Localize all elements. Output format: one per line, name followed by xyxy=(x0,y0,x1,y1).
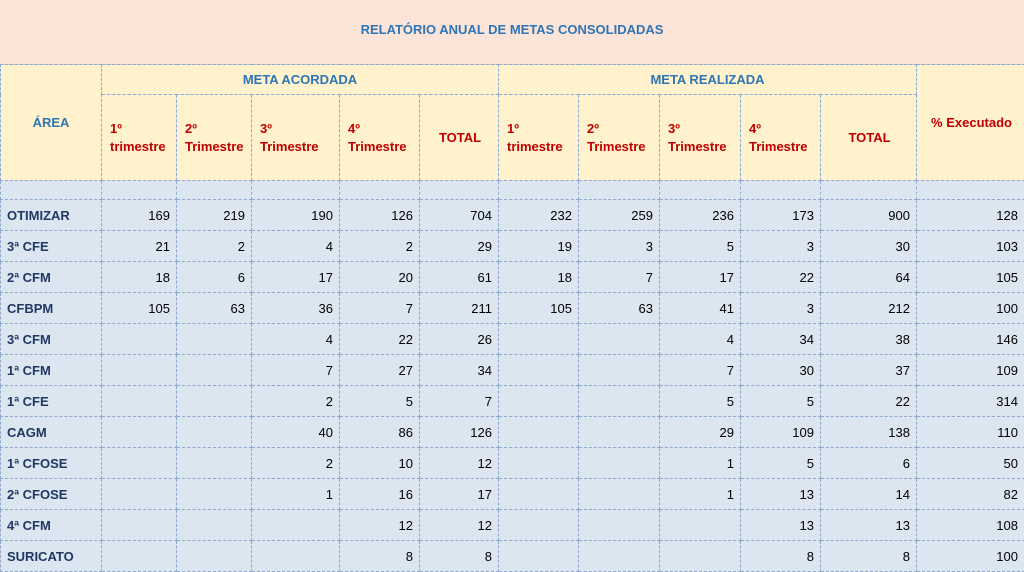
value-cell: 109 xyxy=(741,417,821,448)
value-cell: 8 xyxy=(420,541,499,572)
value-cell xyxy=(102,386,177,417)
value-cell: 5 xyxy=(660,231,741,262)
value-cell: 17 xyxy=(252,262,340,293)
value-cell: 12 xyxy=(420,510,499,541)
value-cell: 173 xyxy=(741,200,821,231)
value-cell: 126 xyxy=(340,200,420,231)
area-cell: 1ª CFM xyxy=(1,355,102,386)
q2-realizada-header: 2º Trimestre xyxy=(579,95,660,181)
value-cell: 14 xyxy=(821,479,917,510)
value-cell xyxy=(177,324,252,355)
value-cell: 86 xyxy=(340,417,420,448)
value-cell xyxy=(177,510,252,541)
area-cell: OTIMIZAR xyxy=(1,200,102,231)
value-cell: 6 xyxy=(177,262,252,293)
value-cell xyxy=(499,386,579,417)
value-cell: 13 xyxy=(821,510,917,541)
q4-acordada-header: 4º Trimestre xyxy=(340,95,420,181)
group-header-row xyxy=(1,65,1024,95)
value-cell: 212 xyxy=(821,293,917,324)
table-row xyxy=(1,417,1024,448)
area-cell: 3ª CFE xyxy=(1,231,102,262)
value-cell xyxy=(579,541,660,572)
title-band xyxy=(0,0,1024,65)
value-cell: 109 xyxy=(917,355,1024,386)
q1-realizada-header: 1º trimestre xyxy=(499,95,579,181)
value-cell: 27 xyxy=(340,355,420,386)
goals-table xyxy=(0,64,1024,572)
value-cell: 126 xyxy=(420,417,499,448)
q3-realizada-header: 3º Trimestre xyxy=(660,95,741,181)
value-cell: 41 xyxy=(660,293,741,324)
value-cell xyxy=(660,541,741,572)
value-cell: 105 xyxy=(499,293,579,324)
table-row xyxy=(1,293,1024,324)
value-cell: 4 xyxy=(660,324,741,355)
value-cell: 13 xyxy=(741,510,821,541)
value-cell: 10 xyxy=(340,448,420,479)
value-cell: 5 xyxy=(741,386,821,417)
value-cell: 146 xyxy=(917,324,1024,355)
value-cell: 1 xyxy=(660,479,741,510)
table-row xyxy=(1,262,1024,293)
q4-realizada-header: 4º Trimestre xyxy=(741,95,821,181)
table-row xyxy=(1,510,1024,541)
value-cell xyxy=(499,541,579,572)
value-cell: 8 xyxy=(821,541,917,572)
value-cell: 22 xyxy=(340,324,420,355)
value-cell: 7 xyxy=(579,262,660,293)
pct-executado-header: % Executado xyxy=(917,65,1024,181)
value-cell: 8 xyxy=(340,541,420,572)
value-cell: 4 xyxy=(252,231,340,262)
value-cell: 38 xyxy=(821,324,917,355)
value-cell: 30 xyxy=(821,231,917,262)
value-cell xyxy=(499,510,579,541)
value-cell: 2 xyxy=(177,231,252,262)
value-cell: 17 xyxy=(660,262,741,293)
area-cell: 1ª CFE xyxy=(1,386,102,417)
value-cell xyxy=(579,448,660,479)
value-cell xyxy=(579,386,660,417)
value-cell xyxy=(102,448,177,479)
value-cell: 169 xyxy=(102,200,177,231)
value-cell: 64 xyxy=(821,262,917,293)
value-cell: 18 xyxy=(102,262,177,293)
value-cell: 61 xyxy=(420,262,499,293)
value-cell: 19 xyxy=(499,231,579,262)
value-cell xyxy=(660,510,741,541)
value-cell xyxy=(499,355,579,386)
meta-realizada-header: META REALIZADA xyxy=(499,65,917,95)
value-cell xyxy=(102,510,177,541)
value-cell: 3 xyxy=(579,231,660,262)
area-cell: CFBPM xyxy=(1,293,102,324)
value-cell: 36 xyxy=(252,293,340,324)
value-cell: 704 xyxy=(420,200,499,231)
value-cell: 5 xyxy=(340,386,420,417)
value-cell xyxy=(579,510,660,541)
value-cell: 63 xyxy=(177,293,252,324)
total-acordada-header: TOTAL xyxy=(420,95,499,181)
value-cell: 40 xyxy=(252,417,340,448)
report-title: RELATÓRIO ANUAL DE METAS CONSOLIDADAS xyxy=(0,22,1024,37)
value-cell: 18 xyxy=(499,262,579,293)
value-cell: 63 xyxy=(579,293,660,324)
value-cell: 314 xyxy=(917,386,1024,417)
area-cell: CAGM xyxy=(1,417,102,448)
value-cell: 2 xyxy=(252,386,340,417)
table-row xyxy=(1,231,1024,262)
value-cell: 3 xyxy=(741,293,821,324)
value-cell: 232 xyxy=(499,200,579,231)
value-cell: 1 xyxy=(660,448,741,479)
value-cell: 16 xyxy=(340,479,420,510)
value-cell: 110 xyxy=(917,417,1024,448)
value-cell xyxy=(102,324,177,355)
value-cell: 7 xyxy=(420,386,499,417)
value-cell xyxy=(499,479,579,510)
value-cell xyxy=(579,417,660,448)
value-cell xyxy=(252,541,340,572)
value-cell: 50 xyxy=(917,448,1024,479)
value-cell xyxy=(177,417,252,448)
value-cell: 211 xyxy=(420,293,499,324)
value-cell xyxy=(579,479,660,510)
value-cell: 236 xyxy=(660,200,741,231)
value-cell xyxy=(102,417,177,448)
value-cell xyxy=(102,541,177,572)
area-cell: 2ª CFOSE xyxy=(1,479,102,510)
value-cell: 22 xyxy=(821,386,917,417)
value-cell: 26 xyxy=(420,324,499,355)
value-cell: 21 xyxy=(102,231,177,262)
value-cell xyxy=(177,386,252,417)
value-cell: 22 xyxy=(741,262,821,293)
value-cell: 34 xyxy=(420,355,499,386)
table-row xyxy=(1,355,1024,386)
value-cell xyxy=(177,355,252,386)
q3-acordada-header: 3º Trimestre xyxy=(252,95,340,181)
value-cell: 2 xyxy=(252,448,340,479)
value-cell xyxy=(499,448,579,479)
area-cell: 1ª CFOSE xyxy=(1,448,102,479)
value-cell: 5 xyxy=(660,386,741,417)
area-header: ÁREA xyxy=(1,65,102,181)
meta-acordada-header: META ACORDADA xyxy=(102,65,499,95)
value-cell xyxy=(499,324,579,355)
value-cell: 7 xyxy=(340,293,420,324)
value-cell: 3 xyxy=(741,231,821,262)
value-cell xyxy=(177,541,252,572)
value-cell: 6 xyxy=(821,448,917,479)
table-row xyxy=(1,448,1024,479)
table-row xyxy=(1,541,1024,572)
value-cell: 2 xyxy=(340,231,420,262)
value-cell: 7 xyxy=(252,355,340,386)
value-cell: 1 xyxy=(252,479,340,510)
value-cell: 29 xyxy=(660,417,741,448)
value-cell: 20 xyxy=(340,262,420,293)
value-cell: 13 xyxy=(741,479,821,510)
q2-acordada-header: 2º Trimestre xyxy=(177,95,252,181)
value-cell: 900 xyxy=(821,200,917,231)
value-cell xyxy=(579,324,660,355)
area-cell: 2ª CFM xyxy=(1,262,102,293)
value-cell: 29 xyxy=(420,231,499,262)
value-cell: 17 xyxy=(420,479,499,510)
value-cell: 12 xyxy=(420,448,499,479)
area-cell: 3ª CFM xyxy=(1,324,102,355)
value-cell: 128 xyxy=(917,200,1024,231)
value-cell xyxy=(102,479,177,510)
value-cell: 8 xyxy=(741,541,821,572)
value-cell: 108 xyxy=(917,510,1024,541)
value-cell: 100 xyxy=(917,541,1024,572)
value-cell xyxy=(252,510,340,541)
value-cell xyxy=(579,355,660,386)
value-cell xyxy=(499,417,579,448)
value-cell: 37 xyxy=(821,355,917,386)
value-cell xyxy=(177,448,252,479)
value-cell: 138 xyxy=(821,417,917,448)
value-cell: 5 xyxy=(741,448,821,479)
area-cell: 4ª CFM xyxy=(1,510,102,541)
area-cell: SURICATO xyxy=(1,541,102,572)
q1-acordada-header: 1º trimestre xyxy=(102,95,177,181)
value-cell: 4 xyxy=(252,324,340,355)
value-cell xyxy=(177,479,252,510)
value-cell: 105 xyxy=(917,262,1024,293)
value-cell: 100 xyxy=(917,293,1024,324)
value-cell: 82 xyxy=(917,479,1024,510)
value-cell: 103 xyxy=(917,231,1024,262)
value-cell xyxy=(102,355,177,386)
value-cell: 219 xyxy=(177,200,252,231)
sub-header-row xyxy=(1,95,1024,181)
separator-row xyxy=(1,181,1024,200)
table-row xyxy=(1,479,1024,510)
value-cell: 7 xyxy=(660,355,741,386)
table-row xyxy=(1,200,1024,231)
value-cell: 259 xyxy=(579,200,660,231)
value-cell: 30 xyxy=(741,355,821,386)
value-cell: 12 xyxy=(340,510,420,541)
total-realizada-header: TOTAL xyxy=(821,95,917,181)
value-cell: 34 xyxy=(741,324,821,355)
table-row xyxy=(1,386,1024,417)
value-cell: 190 xyxy=(252,200,340,231)
table-row xyxy=(1,324,1024,355)
value-cell: 105 xyxy=(102,293,177,324)
